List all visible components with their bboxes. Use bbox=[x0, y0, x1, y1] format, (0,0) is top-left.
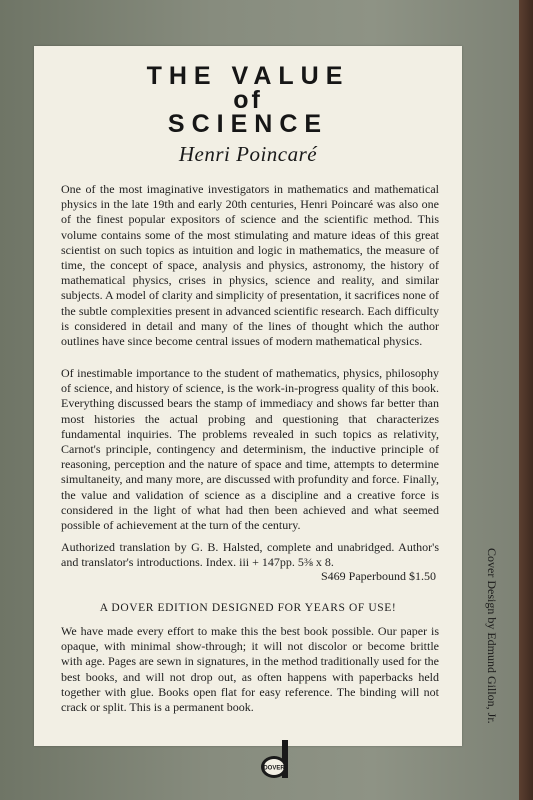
title-line-3: SCIENCE bbox=[167, 110, 329, 138]
description-paragraph-2: Of inestimable importance to the student of mathematics, physics, philosophy of science, and history of science, is the work-in-progress quality of this book. Everything discussed bears the stamp of immediacy and shows far better than most histories the actual probing and questioning that characterizes fundamental inquiries. The problems revealed in such topics as relativity, Carnot's principle, contingency and determinism, the inductive principle of reasoning, perception and the nature of space and time, attempts to determine simultaneity, and many more, are discussed with profundity and force. Finally, the value and validation of science as a discipline and a creative force is considered in the light of what had then been achieved and what seemed possible of achievement at the turn of the century. bbox=[61, 366, 439, 533]
cover-design-credit: Cover Design by Edmund Gillon, Jr. bbox=[485, 548, 499, 724]
dover-logo bbox=[260, 740, 292, 785]
description-paragraph-1: One of the most imaginative investigators in mathematics and mathematical physics in the late 19th and early 20th centuries, Henri Poincaré was also one of the finest popular expositors of science and the scientific method. This volume contains some of the most stimulating and mature ideas of this great scientist on such topics as intuition and logic in mathematics, the measure of time, the concept of space, analysis and physics, astronomy, the history of mathematical physics, crises in physics, science and reality, and similar subjects. A model of clarity and simplicity of presentation, it sacrifices none of the subtle complexities present in advanced scientific research. Each difficulty is considered in detail and many of the lines of thought which the author outlines have since become central issues of modern mathematical physics. bbox=[61, 182, 439, 349]
title-line-1: THE VALUE bbox=[146, 62, 350, 90]
price-line: S469 Paperbound $1.50 bbox=[321, 569, 436, 583]
spine-edge bbox=[519, 0, 533, 800]
dover-logo-text: DOVER bbox=[263, 765, 285, 772]
edition-heading: A DOVER EDITION DESIGNED FOR YEARS OF USE! bbox=[99, 602, 397, 614]
title-line-2: of bbox=[233, 86, 263, 114]
translation-info: Authorized translation by G. B. Halsted, complete and unabridged. Author's and translator's introductions. Index. iii + 147pp. 5⅜ x 8. bbox=[61, 540, 439, 570]
edition-paragraph: We have made every effort to make this the best book possible. Our paper is opaque, with minimal show-through; it will not discolor or become brittle with age. Pages are sewn in signatures, in the method traditionally used for the best books, and will not drop out, as often happens with paperbacks held together with glue. Books open flat for easy reference. The binding will not crack or split. This is a permanent book. bbox=[61, 624, 439, 715]
back-cover-panel bbox=[34, 46, 462, 772]
dover-logo-icon bbox=[260, 740, 292, 780]
author-name: Henri Poincaré bbox=[178, 142, 318, 166]
